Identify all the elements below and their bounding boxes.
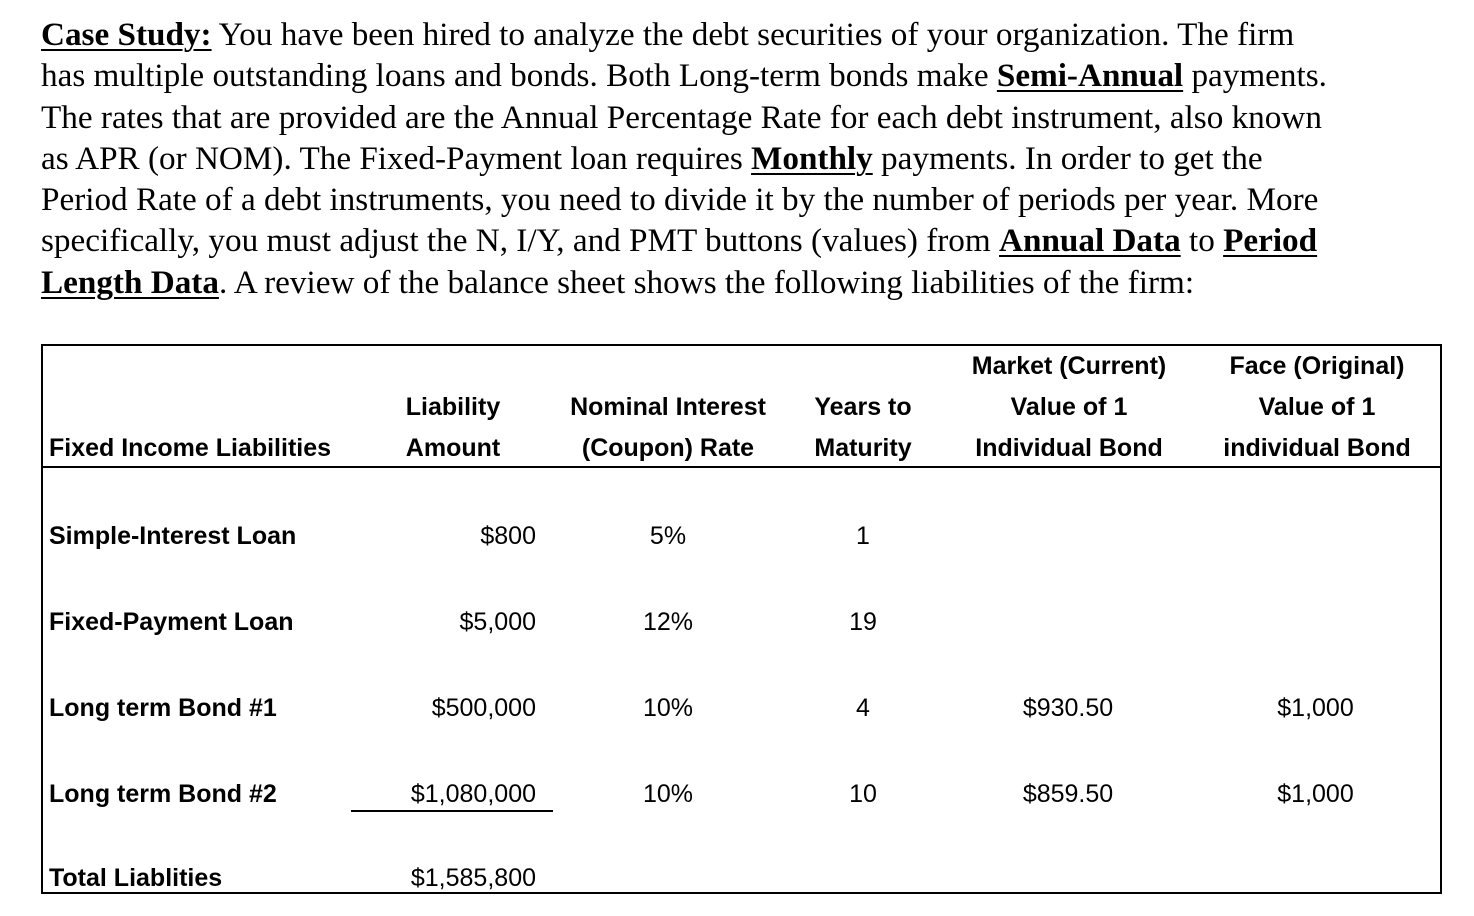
case-study-paragraph [41, 14, 1446, 303]
row-rate: 12% [642, 608, 694, 636]
header-divider [43, 466, 1440, 468]
row-label-simple-interest-loan: Simple-Interest Loan [49, 522, 297, 550]
length-data-term: Length Data [41, 263, 219, 301]
row-amount: $5,000 [459, 608, 536, 636]
row-market: $859.50 [1022, 780, 1114, 808]
header-nominal-interest-rate: Nominal Interest (Coupon) Rate [570, 393, 766, 462]
header-face-value: Face (Original) Value of 1 individual Bond [1223, 352, 1411, 462]
row-rate: 10% [642, 694, 694, 722]
row-years: 1 [856, 522, 870, 550]
row-label-long-term-bond-2: Long term Bond #2 [49, 780, 277, 808]
para-line-4: as APR (or NOM). The Fixed-Payment loan requires Monthly payments. In order to get the [41, 139, 1263, 177]
annual-data-term: Annual Data [999, 222, 1181, 260]
period-term: Period [1223, 222, 1318, 260]
total-liabilities-label: Total Liablities [49, 864, 223, 892]
row-rate: 10% [642, 780, 694, 808]
row-years: 10 [849, 780, 877, 808]
total-liabilities-amount: $1,585,800 [410, 864, 536, 892]
row-market: $930.50 [1022, 694, 1114, 722]
para-line-1: Case Study: You have been hired to analyze the debt securities of your organization. The firm [41, 16, 1295, 53]
row-label-fixed-payment-loan: Fixed-Payment Loan [49, 608, 294, 636]
semi-annual-term: Semi-Annual [996, 57, 1184, 95]
row-rate: 5% [649, 522, 687, 550]
para-line-2: has multiple outstanding loans and bonds. Both Long-term bonds make Semi-Annual payments. [41, 57, 1327, 95]
header-fixed-income-liabilities: Fixed Income Liabilities [49, 434, 332, 462]
para-line-7: Length Data. A review of the balance sheet shows the following liabilities of the firm: [41, 263, 1195, 301]
row-years: 4 [856, 694, 870, 722]
header-market-value: Market (Current) Value of 1 Individual Bond [971, 352, 1167, 462]
case-study-heading: Case Study: [41, 16, 212, 53]
row-amount: $1,080,000 [410, 780, 536, 808]
amount-sum-rule [351, 810, 553, 812]
row-face: $1,000 [1277, 694, 1354, 722]
header-years-to-maturity: Years to Maturity [814, 393, 912, 462]
row-label-long-term-bond-1: Long term Bond #1 [49, 694, 277, 722]
para-line-3: The rates that are provided are the Annual Percentage Rate for each debt instrument, also known [41, 98, 1322, 136]
liabilities-table [41, 344, 1442, 894]
row-years: 19 [849, 608, 877, 636]
para-line-6: specifically, you must adjust the N, I/Y, and PMT buttons (values) from Annual Data to Period [41, 222, 1318, 260]
row-amount: $800 [480, 522, 536, 550]
row-face: $1,000 [1277, 780, 1354, 808]
monthly-term: Monthly [751, 139, 873, 177]
header-liability-amount: Liability Amount [405, 393, 501, 462]
para-line-5: Period Rate of a debt instruments, you need to divide it by the number of periods per year. More [41, 181, 1319, 219]
row-amount: $500,000 [431, 694, 536, 722]
